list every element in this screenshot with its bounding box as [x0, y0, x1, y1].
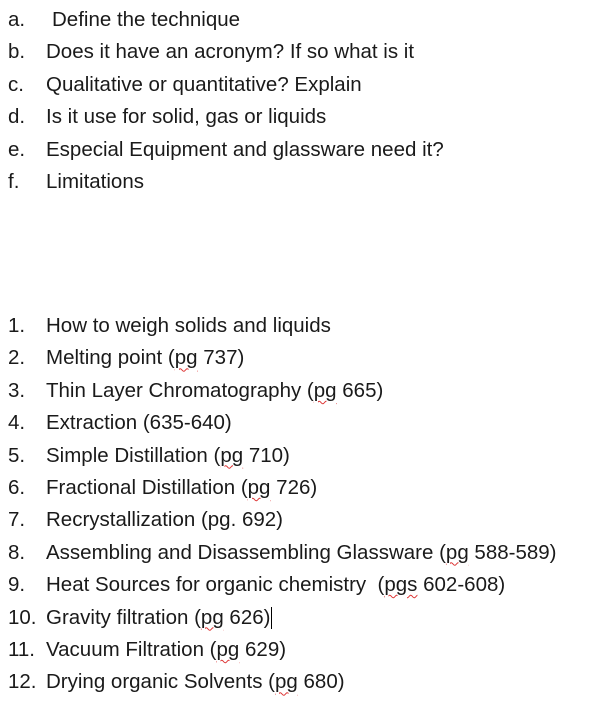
spellcheck-word: pg	[216, 637, 240, 661]
spellcheck-word: pgs	[384, 573, 418, 597]
topic-text-part: 737)	[197, 346, 245, 370]
topic-text-part: 629)	[239, 637, 287, 661]
topic-text-part: 680)	[297, 670, 345, 694]
topic-text-part: Simple Distillation (	[46, 443, 221, 467]
question-text: Is it use for solid, gas or liquids	[46, 105, 327, 129]
topic-text-part: Assembling and Disassembling Glassware (	[46, 540, 446, 564]
list-marker: 2.	[8, 346, 26, 370]
topic-text	[46, 537, 557, 569]
topic-text-part: 726)	[270, 475, 318, 499]
topic-text-part: Extraction (635-640)	[46, 411, 232, 435]
topic-text	[46, 666, 345, 698]
spellcheck-word: pg	[247, 475, 271, 499]
list-marker: 11.	[8, 637, 35, 661]
question-text: Limitations	[46, 169, 144, 193]
topic-text-part: Heat Sources for organic chemistry (	[46, 573, 385, 597]
list-marker: 9.	[8, 573, 26, 597]
spellcheck-word: pg	[275, 670, 298, 694]
list-marker: f.	[8, 169, 20, 193]
list-marker: 6.	[8, 475, 26, 499]
topic-text-part: Drying organic Solvents (	[46, 670, 276, 694]
list-marker: 4.	[8, 411, 26, 435]
list-marker: d.	[8, 105, 26, 129]
text-cursor	[271, 607, 272, 629]
question-text: Qualitative or quantitative? Explain	[46, 72, 362, 96]
list-marker: e.	[8, 137, 26, 161]
topic-text-part: Vacuum Filtration (	[46, 637, 217, 661]
question-text: Define the technique	[52, 8, 241, 31]
list-marker: 10.	[8, 605, 37, 629]
list-marker: 8.	[8, 540, 26, 564]
spellcheck-word: pg	[445, 540, 469, 564]
topic-text-part: 710)	[243, 443, 290, 467]
topic-text	[46, 407, 232, 439]
topic-text	[46, 504, 283, 536]
topic-text	[46, 634, 286, 666]
list-marker: 12.	[8, 670, 37, 694]
topic-text	[46, 310, 331, 342]
topic-text-part: 588-589)	[468, 540, 557, 564]
topic-text-part: 665)	[336, 378, 384, 402]
list-marker: 5.	[8, 443, 26, 467]
topic-text-part: Melting point (	[46, 346, 175, 370]
question-text: Does it have an acronym? If so what is it	[46, 40, 415, 64]
spellcheck-word: pg	[220, 443, 244, 467]
topic-text	[46, 342, 244, 374]
list-marker: 7.	[8, 508, 26, 532]
spellcheck-word: pg	[200, 605, 224, 629]
question-text: Especial Equipment and glassware need it?	[46, 137, 444, 161]
spellcheck-word: pg	[174, 346, 198, 370]
topic-text-part: Thin Layer Chromatography (	[46, 378, 314, 402]
spellcheck-word: pg	[313, 378, 337, 402]
topic-text-part: Recrystallization (pg. 692)	[46, 508, 283, 532]
list-marker: 3.	[8, 378, 26, 402]
topic-text-part: 602-608)	[417, 573, 506, 597]
list-marker: 1.	[8, 314, 26, 337]
topic-text-part: How to weigh solids and liquids	[46, 314, 331, 337]
topic-text	[46, 569, 505, 601]
list-marker: b.	[8, 40, 26, 64]
topic-text-part: Gravity filtration (	[46, 605, 201, 629]
topic-text	[46, 440, 290, 472]
topic-text-part: 626)	[223, 605, 271, 629]
topic-text-part: Fractional Distillation (	[46, 475, 248, 499]
topic-text	[46, 472, 317, 504]
list-marker: c.	[8, 72, 24, 96]
topic-text[interactable]	[46, 602, 272, 634]
topic-text	[46, 375, 383, 407]
list-marker: a.	[8, 8, 26, 31]
